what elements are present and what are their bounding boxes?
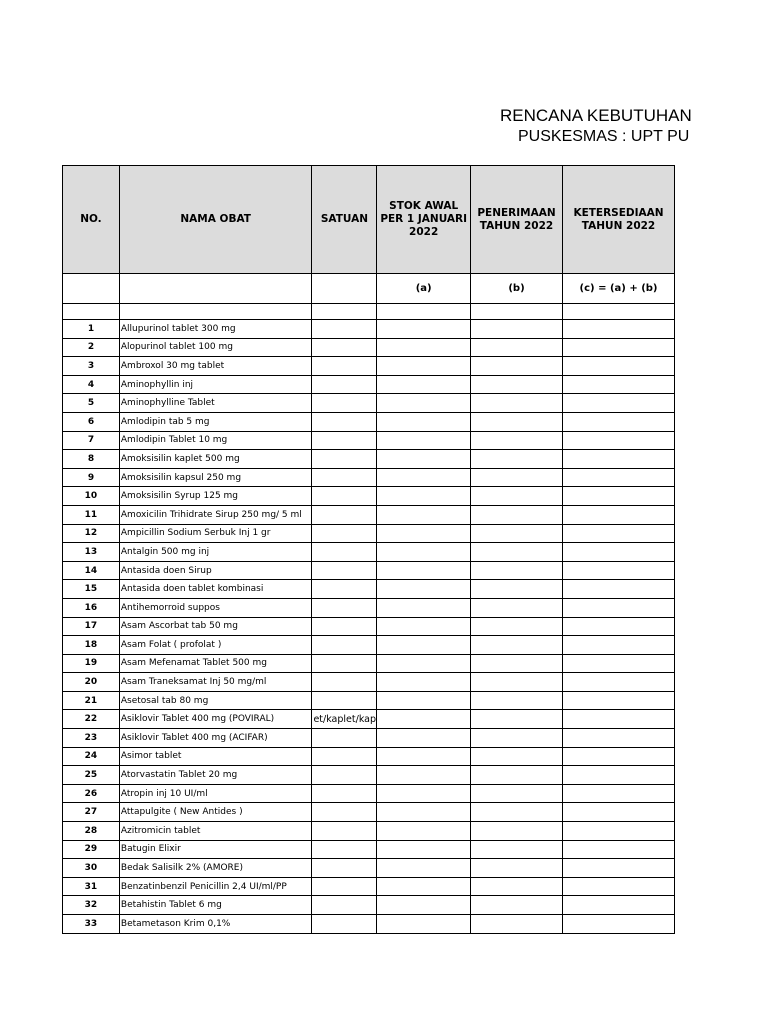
row-satuan[interactable]: [312, 375, 377, 394]
row-ketersediaan[interactable]: [563, 822, 675, 841]
table-row: [63, 543, 675, 562]
table-row: [63, 617, 675, 636]
row-no[interactable]: 26: [63, 784, 120, 803]
row-nama-obat[interactable]: Asetosal tab 80 mg: [119, 691, 312, 710]
row-no[interactable]: 1: [63, 320, 120, 339]
row-ketersediaan[interactable]: [563, 468, 675, 487]
row-nama-obat[interactable]: Amoksisilin kaplet 500 mg: [119, 450, 312, 469]
row-penerimaan[interactable]: [470, 654, 562, 673]
row-ketersediaan[interactable]: [563, 394, 675, 413]
row-nama-obat[interactable]: Bedak Salisilk 2% (AMORE): [119, 859, 312, 878]
table-row: [63, 747, 675, 766]
row-satuan[interactable]: [312, 543, 377, 562]
row-satuan[interactable]: [312, 822, 377, 841]
row-ketersediaan[interactable]: [563, 598, 675, 617]
row-penerimaan[interactable]: [470, 840, 562, 859]
row-satuan[interactable]: [312, 394, 377, 413]
row-nama-obat[interactable]: Betahistin Tablet 6 mg: [119, 896, 312, 915]
row-stok-awal[interactable]: [377, 598, 471, 617]
table-row: [63, 803, 675, 822]
row-stok-awal[interactable]: [377, 505, 471, 524]
row-no[interactable]: 16: [63, 598, 120, 617]
row-ketersediaan[interactable]: [563, 803, 675, 822]
row-stok-awal[interactable]: [377, 338, 471, 357]
formula-cell-a: (a): [377, 274, 471, 304]
table-row: [63, 320, 675, 339]
row-penerimaan[interactable]: [470, 896, 562, 915]
row-satuan[interactable]: [312, 673, 377, 692]
row-nama-obat[interactable]: Amoxicilin Trihidrate Sirup 250 mg/ 5 ml: [119, 505, 312, 524]
row-nama-obat[interactable]: Amlodipin tab 5 mg: [119, 412, 312, 431]
document-subtitle: PUSKESMAS : UPT PU: [518, 128, 690, 145]
row-no[interactable]: 11: [63, 505, 120, 524]
col-header-stok-awal: STOK AWAL PER 1 JANUARI 2022: [377, 166, 471, 274]
row-nama-obat[interactable]: Ambroxol 30 mg tablet: [119, 357, 312, 376]
row-ketersediaan[interactable]: [563, 877, 675, 896]
row-ketersediaan[interactable]: [563, 784, 675, 803]
row-penerimaan[interactable]: [470, 431, 562, 450]
row-stok-awal[interactable]: [377, 357, 471, 376]
row-penerimaan[interactable]: [470, 859, 562, 878]
row-stok-awal[interactable]: [377, 877, 471, 896]
row-satuan[interactable]: [312, 617, 377, 636]
row-nama-obat[interactable]: Asam Ascorbat tab 50 mg: [119, 617, 312, 636]
row-nama-obat[interactable]: Atropin inj 10 UI/ml: [119, 784, 312, 803]
col-header-no: NO.: [63, 166, 120, 274]
row-penerimaan[interactable]: [470, 691, 562, 710]
row-no[interactable]: 28: [63, 822, 120, 841]
row-penerimaan[interactable]: [470, 822, 562, 841]
row-satuan[interactable]: [312, 840, 377, 859]
row-penerimaan[interactable]: [470, 766, 562, 785]
row-penerimaan[interactable]: [470, 357, 562, 376]
row-penerimaan[interactable]: [470, 524, 562, 543]
row-no[interactable]: 33: [63, 915, 120, 934]
row-stok-awal[interactable]: [377, 468, 471, 487]
row-ketersediaan[interactable]: [563, 505, 675, 524]
row-ketersediaan[interactable]: [563, 747, 675, 766]
row-nama-obat[interactable]: Antihemorroid suppos: [119, 598, 312, 617]
row-penerimaan[interactable]: [470, 598, 562, 617]
table-row: [63, 357, 675, 376]
row-no[interactable]: 18: [63, 636, 120, 655]
row-penerimaan[interactable]: [470, 877, 562, 896]
table-row: [63, 636, 675, 655]
row-stok-awal[interactable]: [377, 636, 471, 655]
table-row: [63, 338, 675, 357]
row-ketersediaan[interactable]: [563, 524, 675, 543]
row-no[interactable]: 27: [63, 803, 120, 822]
row-penerimaan[interactable]: [470, 412, 562, 431]
row-nama-obat[interactable]: Ampicillin Sodium Serbuk Inj 1 gr: [119, 524, 312, 543]
row-penerimaan[interactable]: [470, 803, 562, 822]
row-stok-awal[interactable]: [377, 710, 471, 729]
table-row: [63, 450, 675, 469]
row-stok-awal[interactable]: [377, 747, 471, 766]
table-row: [63, 840, 675, 859]
row-stok-awal[interactable]: [377, 673, 471, 692]
col-header-satuan: SATUAN: [312, 166, 377, 274]
table-row: [63, 729, 675, 748]
formula-cell-c: (c) = (a) + (b): [563, 274, 675, 304]
row-penerimaan[interactable]: [470, 468, 562, 487]
row-stok-awal[interactable]: [377, 375, 471, 394]
row-stok-awal[interactable]: [377, 487, 471, 506]
row-penerimaan[interactable]: [470, 561, 562, 580]
row-satuan[interactable]: [312, 580, 377, 599]
formula-cell-b: (b): [470, 274, 562, 304]
spacer-row: [63, 304, 675, 320]
table-row: [63, 468, 675, 487]
row-ketersediaan[interactable]: [563, 450, 675, 469]
row-satuan[interactable]: [312, 877, 377, 896]
table-row: [63, 598, 675, 617]
table-row: [63, 691, 675, 710]
row-no[interactable]: 7: [63, 431, 120, 450]
table-row: [63, 505, 675, 524]
row-stok-awal[interactable]: [377, 394, 471, 413]
row-nama-obat[interactable]: Batugin Elixir: [119, 840, 312, 859]
empty-cell: [377, 304, 471, 320]
table-row: [63, 877, 675, 896]
row-satuan[interactable]: [312, 598, 377, 617]
table-row: [63, 822, 675, 841]
row-no[interactable]: 15: [63, 580, 120, 599]
row-ketersediaan[interactable]: [563, 487, 675, 506]
table-row: [63, 561, 675, 580]
table-row: [63, 524, 675, 543]
row-stok-awal[interactable]: [377, 524, 471, 543]
row-satuan[interactable]: [312, 431, 377, 450]
row-satuan[interactable]: [312, 524, 377, 543]
row-nama-obat[interactable]: Asam Folat ( profolat ): [119, 636, 312, 655]
row-stok-awal[interactable]: [377, 561, 471, 580]
row-stok-awal[interactable]: [377, 803, 471, 822]
row-nama-obat[interactable]: Azitromicin tablet: [119, 822, 312, 841]
header-row: [63, 166, 675, 274]
row-no[interactable]: 14: [63, 561, 120, 580]
row-no[interactable]: 17: [63, 617, 120, 636]
row-ketersediaan[interactable]: [563, 729, 675, 748]
row-nama-obat[interactable]: Amlodipin Tablet 10 mg: [119, 431, 312, 450]
row-satuan[interactable]: [312, 691, 377, 710]
row-satuan[interactable]: [312, 487, 377, 506]
row-penerimaan[interactable]: [470, 505, 562, 524]
formula-cell: [312, 274, 377, 304]
row-ketersediaan[interactable]: [563, 617, 675, 636]
table-row: [63, 896, 675, 915]
row-nama-obat[interactable]: Antasida doen tablet kombinasi: [119, 580, 312, 599]
row-nama-obat[interactable]: Asiklovir Tablet 400 mg (ACIFAR): [119, 729, 312, 748]
row-nama-obat[interactable]: Antalgin 500 mg inj: [119, 543, 312, 562]
empty-cell: [119, 304, 312, 320]
row-satuan[interactable]: [312, 636, 377, 655]
empty-cell: [63, 304, 120, 320]
row-no[interactable]: 23: [63, 729, 120, 748]
row-penerimaan[interactable]: [470, 543, 562, 562]
row-satuan[interactable]: [312, 320, 377, 339]
row-nama-obat[interactable]: Amoksisilin Syrup 125 mg: [119, 487, 312, 506]
row-no[interactable]: 10: [63, 487, 120, 506]
row-no[interactable]: 25: [63, 766, 120, 785]
row-penerimaan[interactable]: [470, 710, 562, 729]
row-stok-awal[interactable]: [377, 766, 471, 785]
row-nama-obat[interactable]: Attapulgite ( New Antides ): [119, 803, 312, 822]
row-no[interactable]: 29: [63, 840, 120, 859]
row-ketersediaan[interactable]: [563, 320, 675, 339]
row-satuan[interactable]: [312, 561, 377, 580]
row-penerimaan[interactable]: [470, 673, 562, 692]
row-penerimaan[interactable]: [470, 747, 562, 766]
row-nama-obat[interactable]: Amoksisilin kapsul 250 mg: [119, 468, 312, 487]
row-satuan[interactable]: [312, 357, 377, 376]
row-satuan[interactable]: [312, 729, 377, 748]
row-satuan[interactable]: [312, 468, 377, 487]
row-stok-awal[interactable]: [377, 691, 471, 710]
row-ketersediaan[interactable]: [563, 915, 675, 934]
row-stok-awal[interactable]: [377, 617, 471, 636]
row-no[interactable]: 13: [63, 543, 120, 562]
row-nama-obat[interactable]: Antasida doen Sirup: [119, 561, 312, 580]
row-nama-obat[interactable]: Aminophyllin inj: [119, 375, 312, 394]
row-ketersediaan[interactable]: [563, 338, 675, 357]
formula-cell: [119, 274, 312, 304]
table-row: [63, 580, 675, 599]
row-nama-obat[interactable]: Betametason Krim 0,1%: [119, 915, 312, 934]
row-penerimaan[interactable]: [470, 320, 562, 339]
row-no[interactable]: 24: [63, 747, 120, 766]
table-row: [63, 915, 675, 934]
row-no[interactable]: 32: [63, 896, 120, 915]
row-satuan[interactable]: et/kaplet/kap: [312, 710, 377, 729]
row-stok-awal[interactable]: [377, 840, 471, 859]
col-header-nama-obat: NAMA OBAT: [119, 166, 312, 274]
row-no[interactable]: 3: [63, 357, 120, 376]
row-stok-awal[interactable]: [377, 915, 471, 934]
row-stok-awal[interactable]: [377, 543, 471, 562]
row-stok-awal[interactable]: [377, 822, 471, 841]
row-nama-obat[interactable]: Allupurinol tablet 300 mg: [119, 320, 312, 339]
row-penerimaan[interactable]: [470, 487, 562, 506]
row-satuan[interactable]: [312, 915, 377, 934]
row-satuan[interactable]: [312, 338, 377, 357]
row-ketersediaan[interactable]: [563, 673, 675, 692]
row-stok-awal[interactable]: [377, 654, 471, 673]
row-satuan[interactable]: [312, 896, 377, 915]
row-penerimaan[interactable]: [470, 450, 562, 469]
row-no[interactable]: 6: [63, 412, 120, 431]
row-ketersediaan[interactable]: [563, 710, 675, 729]
row-ketersediaan[interactable]: [563, 543, 675, 562]
row-stok-awal[interactable]: [377, 412, 471, 431]
table-row: [63, 375, 675, 394]
row-penerimaan[interactable]: [470, 338, 562, 357]
row-penerimaan[interactable]: [470, 580, 562, 599]
row-penerimaan[interactable]: [470, 375, 562, 394]
row-nama-obat[interactable]: Asimor tablet: [119, 747, 312, 766]
document-title: RENCANA KEBUTUHAN: [500, 106, 692, 125]
row-stok-awal[interactable]: [377, 431, 471, 450]
row-no[interactable]: 30: [63, 859, 120, 878]
row-satuan[interactable]: [312, 766, 377, 785]
row-nama-obat[interactable]: Asam Mefenamat Tablet 500 mg: [119, 654, 312, 673]
row-satuan[interactable]: [312, 450, 377, 469]
empty-cell: [563, 304, 675, 320]
table-row: [63, 766, 675, 785]
row-nama-obat[interactable]: Benzatinbenzil Penicillin 2,4 UI/ml/PP: [119, 877, 312, 896]
row-stok-awal[interactable]: [377, 784, 471, 803]
table-row: [63, 394, 675, 413]
row-stok-awal[interactable]: [377, 729, 471, 748]
row-penerimaan[interactable]: [470, 729, 562, 748]
row-ketersediaan[interactable]: [563, 766, 675, 785]
row-satuan[interactable]: [312, 412, 377, 431]
row-nama-obat[interactable]: Asiklovir Tablet 400 mg (POVIRAL): [119, 710, 312, 729]
table-row: [63, 487, 675, 506]
row-ketersediaan[interactable]: [563, 561, 675, 580]
row-ketersediaan[interactable]: [563, 357, 675, 376]
row-ketersediaan[interactable]: [563, 691, 675, 710]
row-no[interactable]: 8: [63, 450, 120, 469]
table-row: [63, 710, 675, 729]
row-satuan[interactable]: [312, 784, 377, 803]
row-penerimaan[interactable]: [470, 617, 562, 636]
formula-row: [63, 274, 675, 304]
row-no[interactable]: 9: [63, 468, 120, 487]
row-ketersediaan[interactable]: [563, 412, 675, 431]
row-no[interactable]: 4: [63, 375, 120, 394]
row-ketersediaan[interactable]: [563, 654, 675, 673]
row-ketersediaan[interactable]: [563, 431, 675, 450]
row-ketersediaan[interactable]: [563, 896, 675, 915]
table-row: [63, 654, 675, 673]
row-stok-awal[interactable]: [377, 450, 471, 469]
table-row: [63, 784, 675, 803]
table-row: [63, 431, 675, 450]
empty-cell: [312, 304, 377, 320]
col-header-ketersediaan: KETERSEDIAAN TAHUN 2022: [563, 166, 675, 274]
row-nama-obat[interactable]: Aminophylline Tablet: [119, 394, 312, 413]
col-header-penerimaan: PENERIMAAN TAHUN 2022: [470, 166, 562, 274]
row-no[interactable]: 2: [63, 338, 120, 357]
formula-cell: [63, 274, 120, 304]
table-row: [63, 412, 675, 431]
row-no[interactable]: 21: [63, 691, 120, 710]
row-no[interactable]: 19: [63, 654, 120, 673]
row-penerimaan[interactable]: [470, 636, 562, 655]
row-penerimaan[interactable]: [470, 915, 562, 934]
row-nama-obat[interactable]: Alopurinol tablet 100 mg: [119, 338, 312, 357]
row-satuan[interactable]: [312, 803, 377, 822]
row-stok-awal[interactable]: [377, 580, 471, 599]
row-ketersediaan[interactable]: [563, 840, 675, 859]
row-stok-awal[interactable]: [377, 859, 471, 878]
row-stok-awal[interactable]: [377, 896, 471, 915]
row-nama-obat[interactable]: Atorvastatin Tablet 20 mg: [119, 766, 312, 785]
row-ketersediaan[interactable]: [563, 859, 675, 878]
row-ketersediaan[interactable]: [563, 580, 675, 599]
table-row: [63, 859, 675, 878]
row-no[interactable]: 12: [63, 524, 120, 543]
row-nama-obat[interactable]: Asam Traneksamat Inj 50 mg/ml: [119, 673, 312, 692]
row-no[interactable]: 22: [63, 710, 120, 729]
row-ketersediaan[interactable]: [563, 375, 675, 394]
row-satuan[interactable]: [312, 654, 377, 673]
row-satuan[interactable]: [312, 859, 377, 878]
row-penerimaan[interactable]: [470, 394, 562, 413]
table-row: [63, 673, 675, 692]
row-no[interactable]: 5: [63, 394, 120, 413]
row-satuan[interactable]: [312, 747, 377, 766]
row-no[interactable]: 31: [63, 877, 120, 896]
row-ketersediaan[interactable]: [563, 636, 675, 655]
empty-cell: [470, 304, 562, 320]
row-penerimaan[interactable]: [470, 784, 562, 803]
row-stok-awal[interactable]: [377, 320, 471, 339]
row-no[interactable]: 20: [63, 673, 120, 692]
row-satuan[interactable]: [312, 505, 377, 524]
medicine-table: [62, 165, 675, 934]
